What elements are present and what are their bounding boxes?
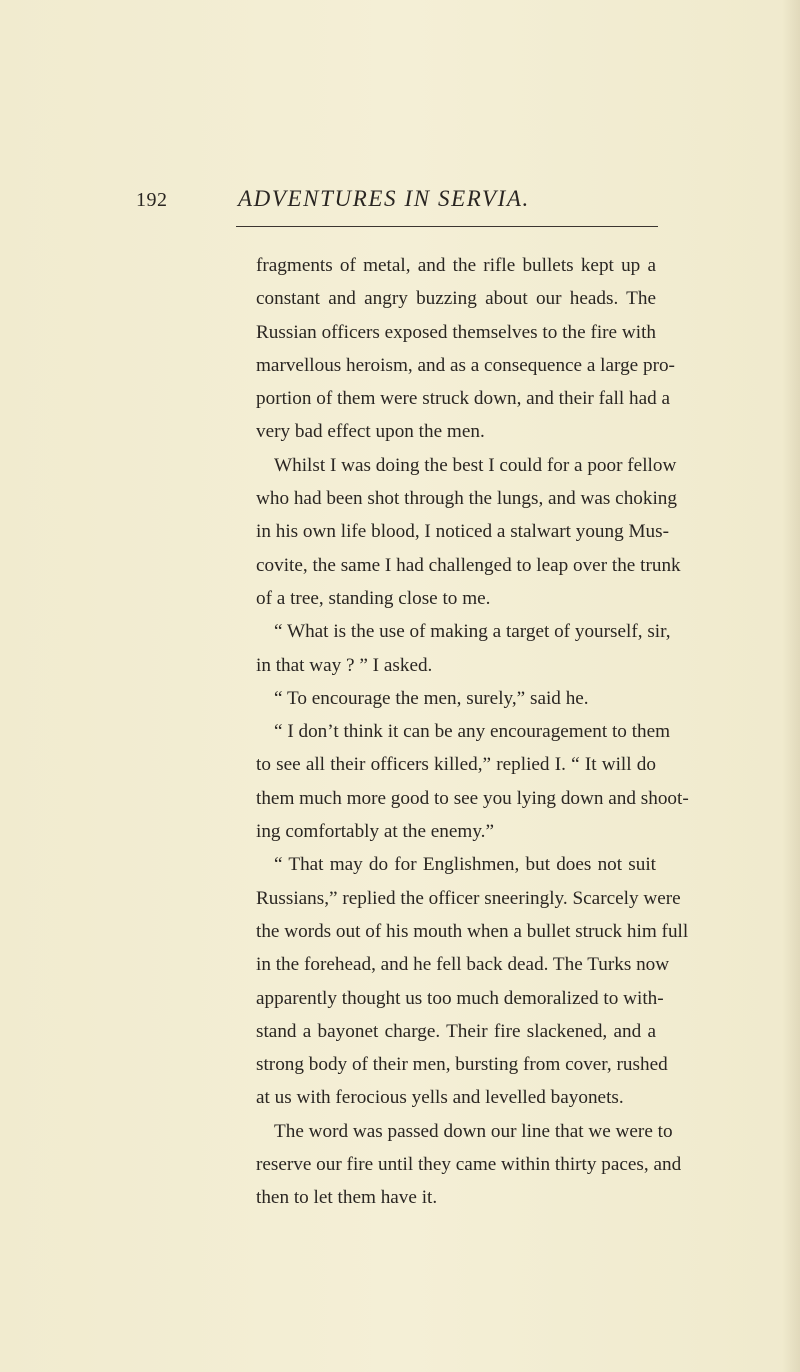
text-line: fragments of metal, and the rifle bullets kept up a <box>256 255 656 276</box>
page-edge-shadow <box>782 0 800 1372</box>
text-line: strong body of their men, bursting from cover, rushed <box>256 1054 668 1076</box>
text-line: “ That may do for Englishmen, but does not suit <box>274 854 656 876</box>
body-text <box>256 249 689 1215</box>
text-line: them much more good to see you lying down and shoot- <box>256 787 689 809</box>
text-line: Whilst I was doing the best I could for a poor fellow <box>274 454 677 476</box>
text-line: who had been shot through the lungs, and was choking <box>256 488 677 510</box>
text-line: The word was passed down our line that we were to <box>274 1120 673 1142</box>
text-line: of a tree, standing close to me. <box>256 587 491 609</box>
text-line: in his own life blood, I noticed a stalwart young Mus- <box>256 521 669 543</box>
text-line: “ To encourage the men, surely,” said he. <box>274 687 589 709</box>
text-line: Russians,” replied the officer sneeringly. Scarcely were <box>256 887 681 909</box>
text-line: in that way ? ” I asked. <box>256 654 433 676</box>
running-title: ADVENTURES IN SERVIA. <box>238 186 530 211</box>
header-rule <box>236 226 658 227</box>
text-line: Russian officers exposed themselves to the fire with <box>256 321 656 343</box>
running-head <box>136 186 656 216</box>
text-line: to see all their officers killed,” replied I. “ It will do <box>256 754 656 776</box>
text-line: in the forehead, and he fell back dead. The Turks now <box>256 954 670 976</box>
text-line: then to let them have it. <box>256 1187 438 1209</box>
text-line: “ What is the use of making a target of yourself, sir, <box>274 621 671 643</box>
text-line: covite, the same I had challenged to leap over the trunk <box>256 554 681 576</box>
text-line: marvellous heroism, and as a consequence a large pro- <box>256 354 675 376</box>
text-line: the words out of his mouth when a bullet struck him full <box>256 920 689 942</box>
text-line: constant and angry buzzing about our heads. The <box>256 288 656 310</box>
text-line: ing comfortably at the enemy.” <box>256 821 494 843</box>
text-line: “ I don’t think it can be any encouragement to them <box>274 721 671 743</box>
text-line: reserve our fire until they came within thirty paces, and <box>256 1154 682 1176</box>
text-line: apparently thought us too much demoralized to with- <box>256 987 664 1009</box>
text-line: portion of them were struck down, and their fall had a <box>256 388 671 410</box>
text-line: stand a bayonet charge. Their fire slackened, and a <box>256 1020 656 1042</box>
text-line: very bad effect upon the men. <box>256 421 485 443</box>
text-line: at us with ferocious yells and levelled bayonets. <box>256 1087 624 1109</box>
page-number: 192 <box>136 189 168 211</box>
